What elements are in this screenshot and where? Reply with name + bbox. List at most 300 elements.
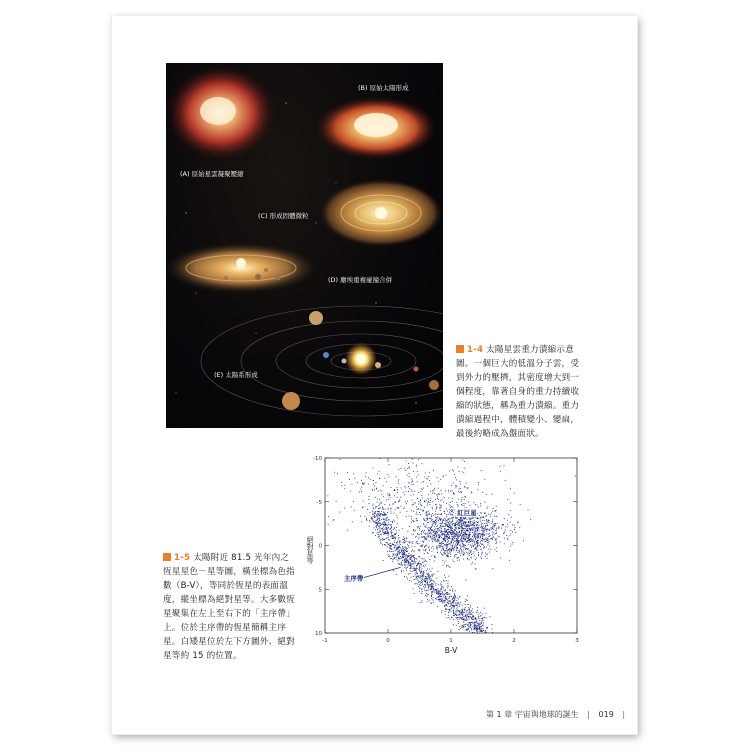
star-point [376,526,377,527]
star-point [431,580,432,581]
star-point [459,489,460,490]
star-point [397,548,398,549]
star-point [452,536,453,537]
star-point [451,527,452,528]
star-point [479,623,480,624]
star-point [445,532,446,533]
star-point [464,522,465,523]
star-point [407,531,408,532]
star-point [496,540,497,541]
star-point [441,589,442,590]
star-point [416,573,417,574]
star-point [451,596,452,597]
star-point [464,616,465,617]
hr-data-points [327,458,576,634]
star-point [510,503,511,504]
star-point [380,514,381,515]
star-point [440,479,441,480]
star-point [460,555,461,556]
star-point [388,508,389,509]
star-point [382,538,383,539]
star-point [444,590,445,591]
star-point [488,514,489,515]
star-point [463,534,464,535]
star-point [438,591,439,592]
star-point [463,472,464,473]
star-point [421,571,422,572]
star-point [467,528,468,529]
star-point [446,536,447,537]
star-point [444,602,445,603]
star-point [400,565,401,566]
star-point [397,553,398,554]
star-point [344,485,345,486]
star-point [484,520,485,521]
star-point [392,556,393,557]
star-point [470,551,471,552]
star-point [386,538,387,539]
star-point [448,617,449,618]
star-point [472,616,473,617]
star-point [387,528,388,529]
star-point [489,536,490,537]
star-point [460,546,461,547]
figure-1-4-caption [456,343,586,441]
star-point [471,525,472,526]
star-point [448,522,449,523]
star-point [375,506,376,507]
star-point [461,550,462,551]
star-point [453,483,454,484]
star-point [434,522,435,523]
star-point [482,516,483,517]
star-point [395,554,396,555]
star-point [419,585,420,586]
star-point [463,524,464,525]
star-point [478,484,479,485]
star-point [467,525,468,526]
star-point [469,536,470,537]
star-point [445,597,446,598]
star-point [403,539,404,540]
star-point [460,545,461,546]
star-point [486,516,487,517]
star-point [448,529,449,530]
star-point [441,586,442,587]
star-point [441,584,442,585]
star-point [453,612,454,613]
star-point [483,548,484,549]
star-point [493,529,494,530]
star-point [449,521,450,522]
star-point [379,504,380,505]
star-point [442,600,443,601]
star-point [452,525,453,526]
star-point [466,617,467,618]
star-point [450,518,451,519]
star-point [433,591,434,592]
star-point [491,523,492,524]
star-point [420,583,421,584]
star-point [446,604,447,605]
star-point [370,522,371,523]
star-point [405,561,406,562]
chapter-number: 第 1 章 [486,710,513,719]
star-point [483,630,484,631]
star-point [474,626,475,627]
star-point [506,526,507,527]
star-point [463,619,464,620]
star-point [386,527,387,528]
star-point [446,592,447,593]
star-point [487,506,488,507]
star-point [433,549,434,550]
star-point [446,605,447,606]
star-point [414,491,415,492]
star-point [381,511,382,512]
star-point [463,503,464,504]
star-point [478,535,479,536]
star-point [510,530,511,531]
star-point [469,616,470,617]
star-point [399,550,400,551]
star-point [435,534,436,535]
star-point [378,534,379,535]
star-point [487,525,488,526]
star-point [483,534,484,535]
star-point [481,627,482,628]
star-point [465,607,466,608]
page-number: 019 [598,710,614,719]
star-point [485,556,486,557]
star-point [459,604,460,605]
star-point [492,527,493,528]
label-stage-d: (D) 塵埃重複碰撞合併 [328,276,393,284]
star-point [457,610,458,611]
star-point [439,594,440,595]
star-point [422,568,423,569]
star-point [369,503,370,504]
star-point [435,524,436,525]
star-point [427,584,428,585]
star-point [471,617,472,618]
star-point [455,535,456,536]
star-point [488,534,489,535]
star-point [398,560,399,561]
star-point [434,493,435,494]
star-point [372,533,373,534]
star-point [468,622,469,623]
star-point [470,627,471,628]
star-point [464,530,465,531]
star-point [390,528,391,529]
star-point [404,549,405,550]
star-point [442,549,443,550]
star-point [442,521,443,522]
star-point [482,544,483,545]
star-point [464,486,465,487]
star-point [380,540,381,541]
star-point [385,524,386,525]
star-point [395,538,396,539]
star-point [401,554,402,555]
star-point [372,505,373,506]
star-point [461,541,462,542]
star-point [450,548,451,549]
star-point [420,567,421,568]
star-point [487,627,488,628]
star-point [440,510,441,511]
star-point [478,527,479,528]
star-point [432,493,433,494]
star-point [404,538,405,539]
star-point [466,618,467,619]
annotation-label: 主序帶 [343,574,364,583]
star-point [478,545,479,546]
star-point [575,476,576,477]
star-point [456,540,457,541]
star-point [417,584,418,585]
star-point [398,469,399,470]
star-point [404,556,405,557]
star-point [455,517,456,518]
star-point [478,616,479,617]
star-point [464,505,465,506]
star-point [475,544,476,545]
star-point [413,570,414,571]
star-point [431,589,432,590]
star-point [462,497,463,498]
star-point [380,543,381,544]
star-point [454,606,455,607]
star-point [470,519,471,520]
star-point [477,620,478,621]
star-point [441,490,442,491]
star-point [392,504,393,505]
star-point [440,523,441,524]
star-point [456,604,457,605]
star-point [470,522,471,523]
star-point [414,521,415,522]
star-point [438,540,439,541]
star-point [419,570,420,571]
star-point [379,523,380,524]
star-point [484,535,485,536]
star-point [444,531,445,532]
star-point [373,520,374,521]
star-point [414,579,415,580]
star-point [473,546,474,547]
star-point [422,579,423,580]
star-point [433,521,434,522]
star-point [451,533,452,534]
star-point [424,578,425,579]
star-point [471,528,472,529]
star-point [479,627,480,628]
star-point [437,530,438,531]
star-point [440,500,441,501]
star-point [390,508,391,509]
star-point [441,550,442,551]
star-point [394,490,395,491]
star-point [465,630,466,631]
chapter-title: 宇宙與地球的誕生 [514,710,579,719]
star-point [439,508,440,509]
star-point [436,526,437,527]
star-point [389,556,390,557]
star-point [398,481,399,482]
star-point [447,583,448,584]
star-point [454,536,455,537]
star-point [374,486,375,487]
star-point [381,534,382,535]
star-point [473,541,474,542]
star-point [350,491,351,492]
star-point [456,600,457,601]
star-point [473,612,474,613]
star-point [444,550,445,551]
star-point [432,507,433,508]
star-point [437,552,438,553]
star-point [419,569,420,570]
star-point [391,526,392,527]
star-point [481,549,482,550]
star-point [480,506,481,507]
star-point [468,554,469,555]
star-point [402,556,403,557]
star-point [411,516,412,517]
star-point [409,558,410,559]
star-point [496,516,497,517]
star-point [391,508,392,509]
star-point [460,614,461,615]
star-point [435,511,436,512]
star-point [399,564,400,565]
star-point [401,488,402,489]
star-point [342,485,343,486]
star-point [438,571,439,572]
star-point [376,522,377,523]
caption-number: 1-4 [467,345,484,355]
star-point [461,547,462,548]
star-point [476,543,477,544]
star-point [462,543,463,544]
star-point [451,608,452,609]
star-point [468,501,469,502]
star-point [465,517,466,518]
star-point [393,537,394,538]
star-point [394,495,395,496]
star-point [441,553,442,554]
star-point [407,468,408,469]
star-point [492,519,493,520]
star-point [468,531,469,532]
star-point [441,531,442,532]
star-point [431,556,432,557]
star-point [410,573,411,574]
star-point [468,535,469,536]
star-point [404,542,405,543]
star-point [427,519,428,520]
star-point [470,614,471,615]
star-point [446,475,447,476]
star-point [444,594,445,595]
star-point [484,530,485,531]
star-point [460,526,461,527]
star-point [380,542,381,543]
star-point [412,560,413,561]
star-point [459,526,460,527]
star-point [382,507,383,508]
star-point [417,526,418,527]
star-point [464,536,465,537]
star-point [470,505,471,506]
star-point [417,509,418,510]
star-point [486,515,487,516]
star-point [474,625,475,626]
star-point [437,496,438,497]
star-point [421,505,422,506]
y-tick-label: 0 [318,543,322,550]
star-point [443,603,444,604]
star-point [466,612,467,613]
star-point [460,610,461,611]
star-point [441,543,442,544]
star-point [407,501,408,502]
star-point [462,611,463,612]
star-point [485,541,486,542]
star-point [510,522,511,523]
star-point [451,545,452,546]
star-point [454,531,455,532]
star-point [456,522,457,523]
star-point [485,525,486,526]
star-point [480,520,481,521]
star-point [391,535,392,536]
star-point [452,540,453,541]
star-point [427,599,428,600]
star-point [428,584,429,585]
star-point [403,548,404,549]
star-point [517,523,518,524]
star-point [452,518,453,519]
star-point [520,504,521,505]
star-point [441,610,442,611]
star-point [441,494,442,495]
star-point [459,541,460,542]
star-point [466,526,467,527]
star-point [455,527,456,528]
star-point [448,601,449,602]
star-point [384,544,385,545]
star-point [445,538,446,539]
star-point [462,546,463,547]
star-point [459,520,460,521]
star-point [357,482,358,483]
star-point [458,610,459,611]
star-point [477,538,478,539]
star-point [445,540,446,541]
star-point [475,618,476,619]
star-point [390,497,391,498]
star-point [451,526,452,527]
star-point [485,553,486,554]
star-point [449,524,450,525]
star-point [480,512,481,513]
star-point [391,530,392,531]
star-point [461,549,462,550]
caption-marker-icon [163,553,171,561]
